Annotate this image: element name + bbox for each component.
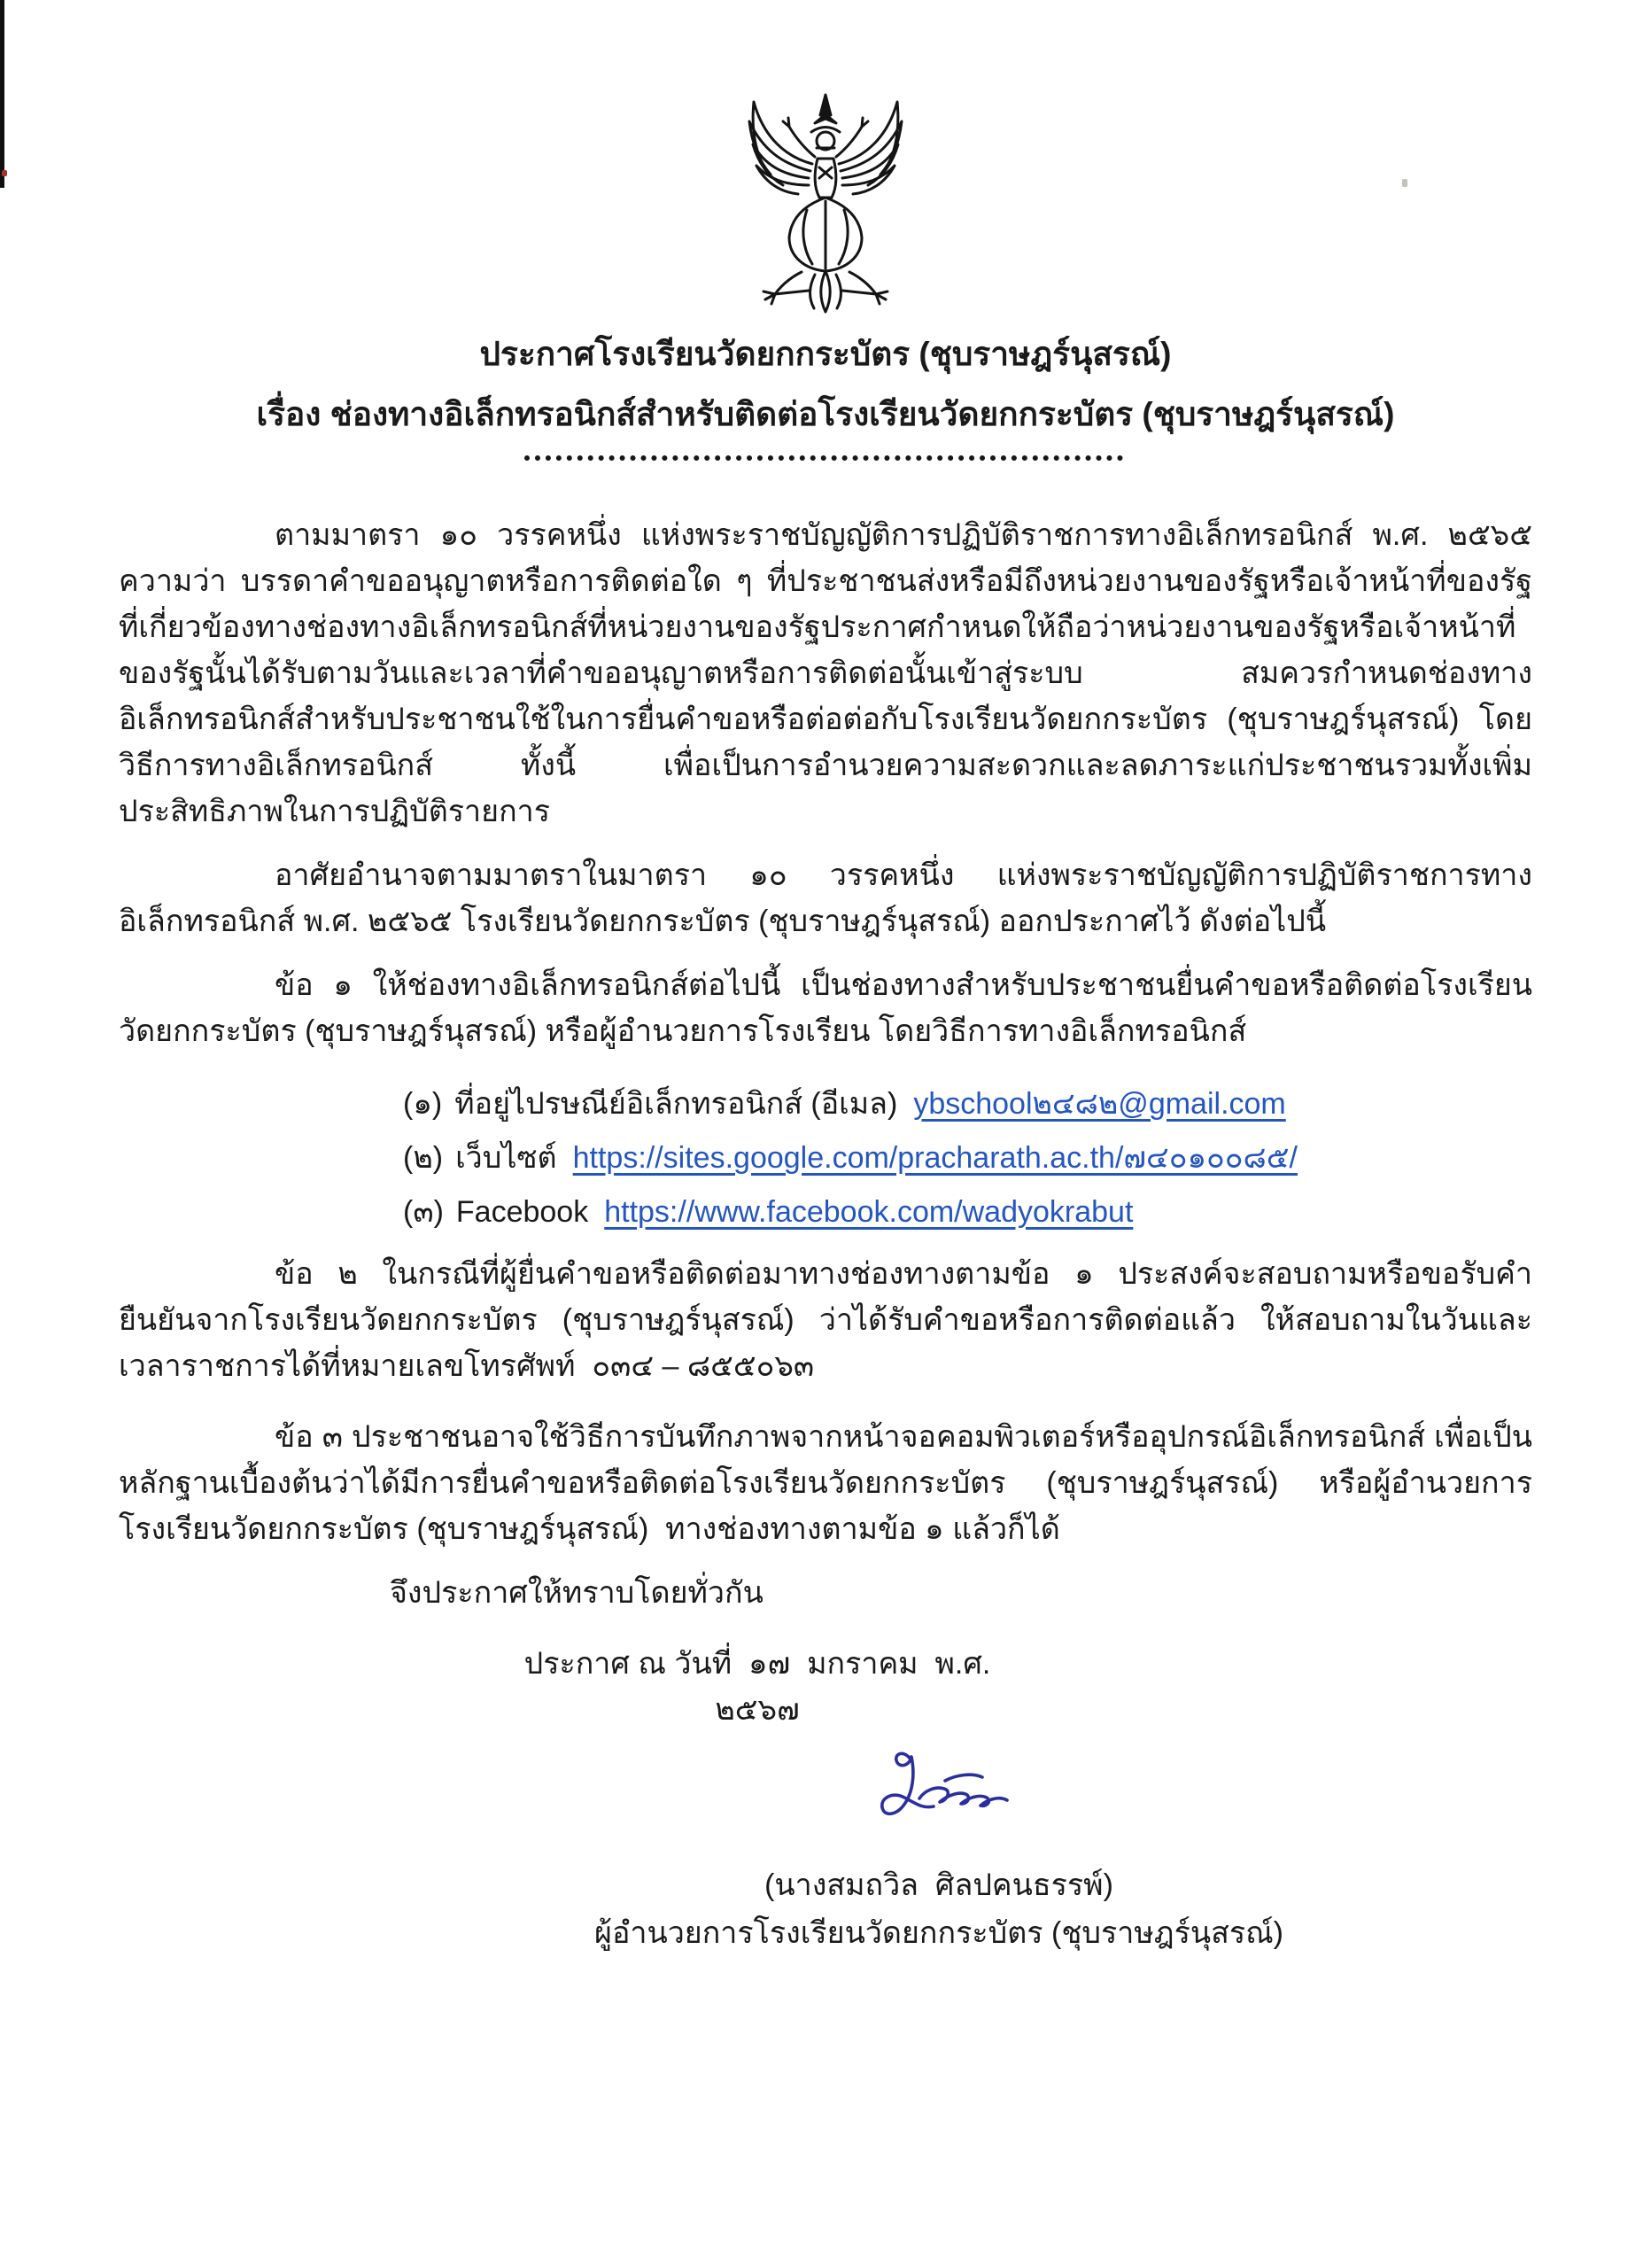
announcement-title: ประกาศโรงเรียนวัดยกกระบัตร (ชุบราษฎร์นุสรณ์) — [479, 336, 1172, 372]
garuda-emblem-icon — [724, 91, 927, 315]
paragraph-opening: ตามมาตรา ๑๐ วรรคหนึ่ง แห่งพระราชบัญญัติการปฏิบัติราชการทางอิเล็กทรอนิกส์ พ.ศ. ๒๕๖๕ ความว่า บรรดาคำขออนุญาตหรือการติดต่อใด ๆ ที่ประชาชนส่งหรือมีถึงหน่วยงานของรัฐหรือเจ้าหน้าที่ของรัฐที่เกี่ยวข้องทางช่องทางอิเล็กทรอนิกส์ที่หน่วยงานของรัฐประกาศกำหนดให้ถือว่าหน่วยงานของรัฐหรือเจ้าหน้าที่ของรัฐนั้นได้รับตามวันและเวลาที่คำขออนุญาตหรือการติดต่อนั้นเข้าสู่ระบบ สมควรกำหนดช่องทางอิเล็กทรอนิกส์สำหรับประชาชนใช้ในการยื่นคำขอหรือต่อต่อกับโรงเรียนวัดยกกระบัตร (ชุบราษฎร์นุสรณ์) โดยวิธีการทางอิเล็กทรอนิกส์ ทั้งนี้ เพื่อเป็นการอำนวยความสะดวกและลดภาระแก่ประชาชนรวมทั้งเพิ่มประสิทธิภาพในการปฏิบัติรายการ — [119, 518, 1532, 828]
section-3: ข้อ ๓ ประชาชนอาจใช้วิธีการบันทึกภาพจากหน้าจอคอมพิวเตอร์หรืออุปกรณ์อิเล็กทรอนิกส์ เพื่อเป็นหลักฐานเบื้องต้นว่าได้มีการยื่นคำขอหรือติดต่อโรงเรียนวัดยกกระบัตร (ชุบราษฎร์นุสรณ์) หรือผู้อำนวยการโรงเรียนวัดยกกระบัตร (ชุบราษฎร์นุสรณ์) ทางช่องทางตามข้อ ๑ แล้วก็ได้ — [119, 1420, 1532, 1546]
facebook-link[interactable]: https://www.facebook.com/wadyokrabut — [604, 1195, 1134, 1229]
scan-speck-gray — [1402, 179, 1407, 187]
paragraph-authority: อาศัยอำนาจตามมาตราในมาตรา ๑๐ วรรคหนึ่ง แห่งพระราชบัญญัติการปฏิบัติราชการทางอิเล็กทรอนิกส์ พ.ศ. ๒๕๖๕ โรงเรียนวัดยกกระบัตร (ชุบราษฎร์นุสรณ์) ออกประกาศไว้ ดังต่อไปนี้ — [119, 858, 1532, 938]
section-2: ข้อ ๒ ในกรณีที่ผู้ยื่นคำขอหรือติดต่อมาทางช่องทางตามข้อ ๑ ประสงค์จะสอบถามหรือขอรับคำยืนยันจากโรงเรียนวัดยกกระบัตร (ชุบราษฎร์นุสรณ์) ว่าได้รับคำขอหรือการติดต่อแล้ว ให้สอบถามในวันและเวลาราชการได้ที่หมายเลขโทรศัพท์ ๐๓๔ – ๘๕๕๐๖๓ — [119, 1257, 1532, 1383]
closing-statement: จึงประกาศให้ทราบโดยทั่วกัน — [390, 1576, 763, 1610]
signatory-title: ผู้อำนวยการโรงเรียนวัดยกกระบัตร (ชุบราษฎร์นุสรณ์) — [594, 1916, 1283, 1950]
list-item-website — [403, 1131, 1554, 1185]
section-1: ข้อ ๑ ให้ช่องทางอิเล็กทรอนิกส์ต่อไปนี้ เป็นช่องทางสำหรับประชาชนยื่นคำขอหรือติดต่อโรงเรียนวัดยกกระบัตร (ชุบราษฎร์นุสรณ์) หรือผู้อำนวยการโรงเรียน โดยวิธีการทางอิเล็กทรอนิกส์ — [119, 968, 1532, 1048]
email-link[interactable]: ybschool๒๔๘๒@gmail.com — [913, 1087, 1286, 1121]
website-link[interactable]: https://sites.google.com/pracharath.ac.th/๗๔๐๑๐๐๘๕/ — [572, 1141, 1298, 1175]
item-label: ที่อยู่ไปรษณีย์อิเล็กทรอนิกส์ (อีเมล) — [454, 1087, 898, 1121]
scan-speck-red — [2, 170, 7, 176]
item-number: (๒) — [403, 1141, 444, 1175]
contact-channel-list — [403, 1077, 1554, 1239]
list-item-facebook — [403, 1185, 1554, 1239]
dotted-divider — [524, 455, 1123, 461]
item-number: (๑) — [403, 1087, 443, 1121]
signature-image — [861, 1747, 1016, 1845]
subject-line: เรื่อง ช่องทางอิเล็กทรอนิกส์สำหรับติดต่อโรงเรียนวัดยกกระบัตร (ชุบราษฎร์นุสรณ์) — [256, 396, 1395, 432]
item-label: เว็บไซต์ — [455, 1141, 557, 1175]
list-item-email — [403, 1077, 1554, 1131]
item-number: (๓) — [403, 1195, 444, 1229]
item-label: Facebook — [455, 1195, 589, 1229]
scan-edge-artifact — [0, 0, 4, 188]
signatory-name: (นางสมถวิล ศิลปคนธรรพ์) — [764, 1868, 1113, 1902]
date-line: ประกาศ ณ วันที่ ๑๗ มกราคม พ.ศ. ๒๕๖๗ — [523, 1647, 991, 1727]
